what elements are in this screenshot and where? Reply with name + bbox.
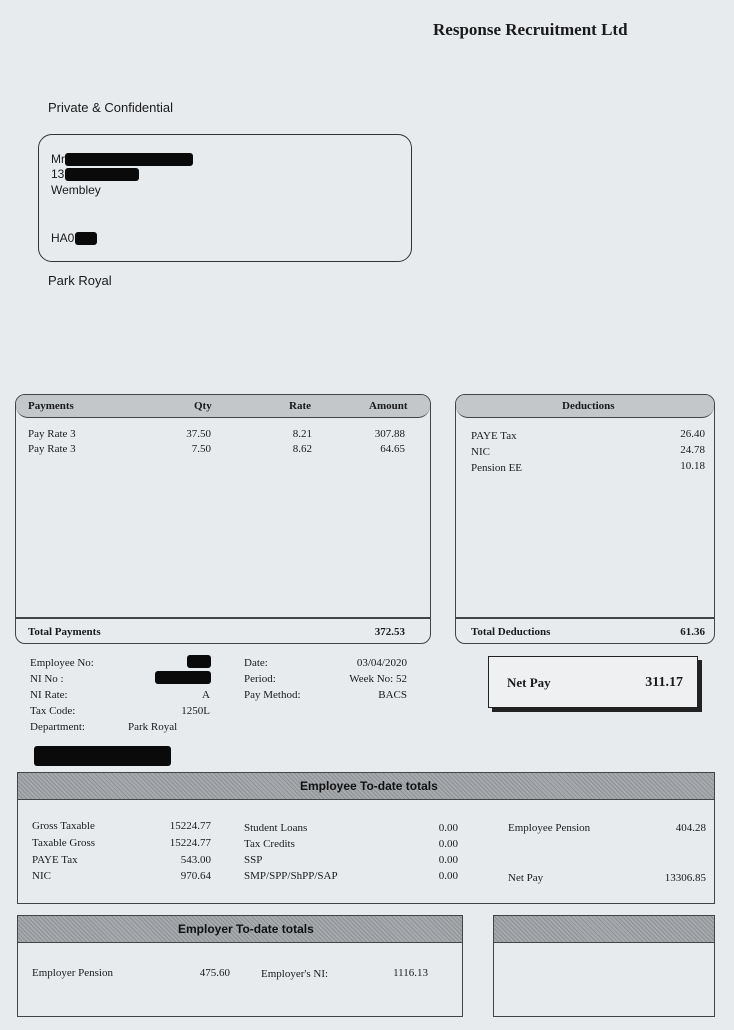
employer-pension-value: 475.60: [199, 967, 230, 979]
tax-code-value: 1250L: [181, 705, 210, 717]
payment-row-amount: 64.65: [380, 443, 405, 455]
period-value: Week No: 52: [349, 673, 407, 685]
ee-net-pay-value: 13306.85: [664, 872, 706, 884]
ee-col1-label: NIC: [32, 870, 51, 882]
payment-row-rate: 8.62: [292, 443, 312, 455]
ee-col1-value: 970.64: [180, 870, 211, 882]
period-label: Period:: [244, 673, 276, 685]
deduction-row-amount: 10.18: [680, 460, 705, 472]
employer-totals-title: Employer To-date totals: [178, 922, 314, 936]
deduction-row-label: PAYE Tax: [471, 430, 517, 442]
payments-col-rate: Rate: [289, 400, 311, 412]
employee-totals-title: Employee To-date totals: [300, 779, 438, 793]
ee-col2-value: 0.00: [438, 854, 458, 866]
ee-col2-value: 0.00: [438, 838, 458, 850]
payment-row-amount: 307.88: [374, 428, 405, 440]
net-pay-label: Net Pay: [507, 675, 551, 690]
total-deductions-label: Total Deductions: [471, 626, 551, 638]
payments-footer-rule: [16, 617, 430, 619]
employee-pension-value: 404.28: [675, 822, 706, 834]
employer-ni-value: 1116.13: [393, 967, 428, 979]
redacted-name: [65, 153, 193, 166]
employer-totals-panel: [17, 915, 463, 1017]
total-deductions-value: 61.36: [680, 626, 705, 638]
address-house-no: 13: [51, 167, 65, 181]
employer-pension-label: Employer Pension: [32, 967, 113, 979]
total-payments-value: 372.53: [374, 626, 405, 638]
ee-col2-label: Student Loans: [244, 822, 308, 834]
employer-totals-header: [18, 916, 462, 943]
employee-no-label: Employee No:: [30, 657, 94, 669]
employer-ni-label: Employer's NI:: [261, 968, 329, 980]
blank-panel-header: [494, 916, 714, 943]
redacted-employee-name: [34, 746, 171, 766]
payment-row-label: Pay Rate 3: [28, 428, 76, 440]
ee-col1-label: Gross Taxable: [32, 820, 95, 832]
redacted-postcode: [75, 232, 97, 245]
deductions-footer-rule: [456, 617, 714, 619]
ee-col1-label: PAYE Tax: [32, 854, 78, 866]
net-pay-value: 311.17: [645, 675, 683, 690]
ee-col1-value: 15224.77: [169, 820, 211, 832]
employee-totals-header: [18, 773, 714, 800]
date-label: Date:: [244, 657, 268, 669]
department-label: Department:: [30, 721, 85, 733]
pay-method-value: BACS: [378, 689, 407, 701]
redacted-street: [65, 168, 139, 181]
redacted-employee-no: [187, 655, 211, 668]
ni-rate-value: A: [202, 689, 210, 701]
ee-col2-value: 0.00: [438, 870, 458, 882]
employee-totals-panel: [17, 772, 715, 904]
address-postcode: HA0: [51, 231, 75, 245]
date-value: 03/04/2020: [356, 657, 407, 669]
ee-col2-label: SMP/SPP/ShPP/SAP: [244, 870, 338, 882]
total-payments-label: Total Payments: [28, 626, 101, 638]
payments-col-label: Payments: [28, 400, 74, 412]
department-value: Park Royal: [128, 721, 178, 733]
ee-col1-value: 15224.77: [169, 837, 211, 849]
payments-panel: [15, 394, 431, 644]
pay-method-label: Pay Method:: [244, 689, 301, 701]
deduction-row-label: NIC: [471, 446, 490, 458]
redacted-ni-no: [155, 671, 211, 684]
ee-col2-value: 0.00: [438, 822, 458, 834]
ee-net-pay-label: Net Pay: [508, 872, 544, 884]
payment-row-qty: 37.50: [186, 428, 211, 440]
payments-col-qty: Qty: [194, 400, 212, 412]
ee-col2-label: Tax Credits: [244, 838, 295, 850]
deduction-row-amount: 26.40: [680, 428, 705, 440]
ee-col1-value: 543.00: [180, 854, 211, 866]
deduction-row-label: Pension EE: [471, 462, 523, 474]
deduction-row-amount: 24.78: [680, 444, 705, 456]
branch-name: Park Royal: [48, 273, 112, 288]
company-name: Response Recruitment Ltd: [433, 20, 628, 39]
payments-col-amount: Amount: [369, 400, 408, 412]
tax-code-label: Tax Code:: [30, 705, 76, 717]
payment-row-label: Pay Rate 3: [28, 443, 76, 455]
deductions-title: Deductions: [562, 400, 615, 412]
blank-panel: [493, 915, 715, 1017]
confidential-label: Private & Confidential: [48, 100, 174, 115]
address-title: Mr: [51, 152, 65, 166]
ni-rate-label: NI Rate:: [30, 689, 68, 701]
ee-col2-label: SSP: [244, 854, 263, 866]
employee-pension-label: Employee Pension: [508, 822, 591, 834]
deductions-header: [456, 395, 714, 418]
deductions-panel: [455, 394, 715, 644]
ee-col1-label: Taxable Gross: [32, 837, 96, 849]
net-pay-box: [488, 656, 698, 708]
ni-no-label: NI No :: [30, 673, 64, 685]
payment-row-qty: 7.50: [191, 443, 211, 455]
payment-row-rate: 8.21: [292, 428, 312, 440]
address-box: [38, 134, 412, 262]
payments-header: [16, 395, 430, 418]
address-town: Wembley: [51, 183, 101, 197]
